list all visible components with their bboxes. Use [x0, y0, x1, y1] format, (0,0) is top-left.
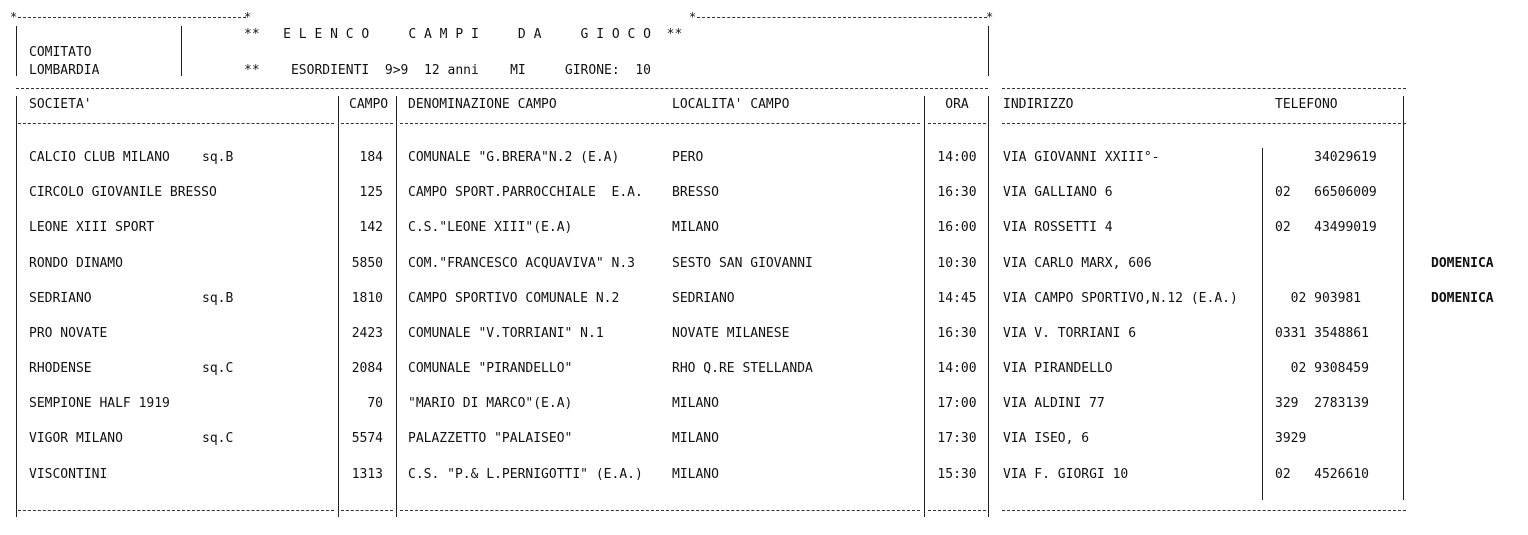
page-subtitle: ** ESORDIENTI 9>9 12 anni MI GIRONE: 10	[244, 63, 651, 78]
row-denominazione: CAMPO SPORTIVO COMUNALE N.2	[408, 291, 620, 306]
row-indirizzo: VIA PIRANDELLO	[1003, 361, 1113, 376]
row-indirizzo: VIA ALDINI 77	[1003, 396, 1105, 411]
corner-asterisk: *	[689, 10, 697, 24]
row-ora: 14:45	[937, 291, 977, 306]
table-bottom-rule	[341, 510, 393, 511]
header-bottom-rule	[16, 88, 988, 89]
committee-region: LOMBARDIA	[29, 63, 100, 78]
column-rule	[341, 123, 393, 124]
row-telefono: 02 66506009	[1275, 185, 1377, 200]
row-squadra: sq.B	[202, 150, 234, 165]
row-campo: 184	[359, 150, 383, 165]
row-societa: PRO NOVATE	[29, 326, 108, 341]
row-campo: 5574	[351, 431, 383, 446]
header-top-rule-right	[697, 17, 987, 18]
row-societa: RONDO DINAMO	[29, 256, 123, 271]
column-header-localita: LOCALITA' CAMPO	[672, 97, 790, 112]
address-top-rule	[1002, 88, 1406, 89]
row-telefono: 0331 3548861	[1275, 326, 1369, 341]
row-localita: BRESSO	[672, 185, 719, 200]
row-societa: CIRCOLO GIOVANILE BRESSO	[29, 185, 217, 200]
phone-column-separator	[1262, 148, 1263, 500]
row-ora: 16:00	[937, 220, 977, 235]
row-ora: 15:30	[937, 467, 977, 482]
table-bottom-rule	[18, 510, 334, 511]
row-localita: PERO	[672, 150, 704, 165]
row-denominazione: COMUNALE "PIRANDELLO"	[408, 361, 573, 376]
row-indirizzo: VIA ROSSETTI 4	[1003, 220, 1113, 235]
row-telefono: 329 2783139	[1275, 396, 1369, 411]
row-societa: LEONE XIII SPORT	[29, 220, 155, 235]
row-denominazione: PALAZZETTO "PALAISEO"	[408, 431, 573, 446]
row-campo: 125	[359, 185, 383, 200]
row-telefono: 02 4526610	[1275, 467, 1369, 482]
address-right-border	[1403, 96, 1404, 500]
row-societa: SEDRIANO	[29, 291, 92, 306]
column-rule	[1002, 123, 1406, 124]
row-localita: MILANO	[672, 431, 719, 446]
row-localita: SESTO SAN GIOVANNI	[672, 256, 813, 271]
column-rule	[928, 123, 986, 124]
row-localita: MILANO	[672, 396, 719, 411]
row-telefono: 34029619	[1275, 150, 1377, 165]
row-indirizzo: VIA CARLO MARX, 606	[1003, 256, 1152, 271]
row-ora: 10:30	[937, 256, 977, 271]
header-divider	[181, 26, 182, 76]
corner-asterisk: *	[10, 10, 18, 24]
column-header-telefono: TELEFONO	[1275, 97, 1338, 112]
row-denominazione: CAMPO SPORT.PARROCCHIALE E.A.	[408, 185, 643, 200]
row-ora: 16:30	[937, 326, 977, 341]
row-localita: MILANO	[672, 220, 719, 235]
row-campo: 1313	[351, 467, 383, 482]
row-denominazione: COM."FRANCESCO ACQUAVIVA" N.3	[408, 256, 635, 271]
corner-asterisk: *	[986, 10, 994, 24]
column-header-ora: ORA	[945, 97, 969, 112]
column-header-denominazione: DENOMINAZIONE CAMPO	[408, 97, 557, 112]
corner-asterisk: *	[244, 10, 252, 24]
table-left-border	[16, 96, 17, 517]
row-squadra: sq.C	[202, 361, 234, 376]
row-indirizzo: VIA F. GIORGI 10	[1003, 467, 1129, 482]
column-header-indirizzo: INDIRIZZO	[1003, 97, 1074, 112]
row-squadra: sq.C	[202, 431, 234, 446]
row-ora: 17:00	[937, 396, 977, 411]
row-squadra: sq.B	[202, 291, 234, 306]
row-localita: MILANO	[672, 467, 719, 482]
row-indirizzo: VIA GIOVANNI XXIII°-	[1003, 150, 1160, 165]
committee-label: COMITATO	[29, 45, 92, 60]
row-localita: RHO Q.RE STELLANDA	[672, 361, 813, 376]
row-societa: RHODENSE	[29, 361, 92, 376]
column-separator	[924, 96, 925, 517]
row-campo: 2423	[351, 326, 383, 341]
row-campo: 1810	[351, 291, 383, 306]
row-campo: 70	[367, 396, 383, 411]
column-separator	[338, 96, 339, 517]
table-bottom-rule	[1002, 510, 1406, 511]
row-ora: 16:30	[937, 185, 977, 200]
header-left-border	[16, 26, 17, 76]
row-ora: 17:30	[937, 431, 977, 446]
table-bottom-rule	[400, 510, 920, 511]
row-indirizzo: VIA ISEO, 6	[1003, 431, 1090, 446]
column-separator	[396, 96, 397, 517]
row-telefono: 02 903981	[1275, 291, 1362, 306]
row-denominazione: C.S. "P.& L.PERNIGOTTI" (E.A.)	[408, 467, 643, 482]
row-campo: 2084	[351, 361, 383, 376]
header-top-rule-left	[18, 17, 246, 18]
row-ora: 14:00	[937, 150, 977, 165]
row-indirizzo: VIA GALLIANO 6	[1003, 185, 1113, 200]
row-societa: SEMPIONE HALF 1919	[29, 396, 170, 411]
row-societa: VISCONTINI	[29, 467, 108, 482]
row-localita: SEDRIANO	[672, 291, 735, 306]
row-note: DOMENICA	[1431, 256, 1494, 271]
row-campo: 142	[359, 220, 383, 235]
table-bottom-rule	[928, 510, 986, 511]
row-indirizzo: VIA V. TORRIANI 6	[1003, 326, 1137, 341]
row-indirizzo: VIA CAMPO SPORTIVO,N.12 (E.A.)	[1003, 291, 1238, 306]
row-denominazione: "MARIO DI MARCO"(E.A)	[408, 396, 573, 411]
row-denominazione: COMUNALE "G.BRERA"N.2 (E.A)	[408, 150, 620, 165]
row-campo: 5850	[351, 256, 383, 271]
row-note: DOMENICA	[1431, 291, 1494, 306]
column-separator	[988, 96, 989, 517]
row-denominazione: COMUNALE "V.TORRIANI" N.1	[408, 326, 604, 341]
row-telefono: 02 43499019	[1275, 220, 1377, 235]
row-telefono: 02 9308459	[1275, 361, 1369, 376]
header-right-border	[988, 26, 989, 76]
column-rule	[18, 123, 334, 124]
row-societa: CALCIO CLUB MILANO	[29, 150, 170, 165]
row-ora: 14:00	[937, 361, 977, 376]
column-rule	[400, 123, 920, 124]
row-societa: VIGOR MILANO	[29, 431, 123, 446]
column-header-societa: SOCIETA'	[29, 97, 92, 112]
row-localita: NOVATE MILANESE	[672, 326, 790, 341]
column-header-campo: CAMPO	[349, 97, 389, 112]
row-denominazione: C.S."LEONE XIII"(E.A)	[408, 220, 573, 235]
page-title: ** E L E N C O C A M P I D A G I O C O **	[244, 27, 683, 42]
row-telefono: 3929	[1275, 431, 1307, 446]
